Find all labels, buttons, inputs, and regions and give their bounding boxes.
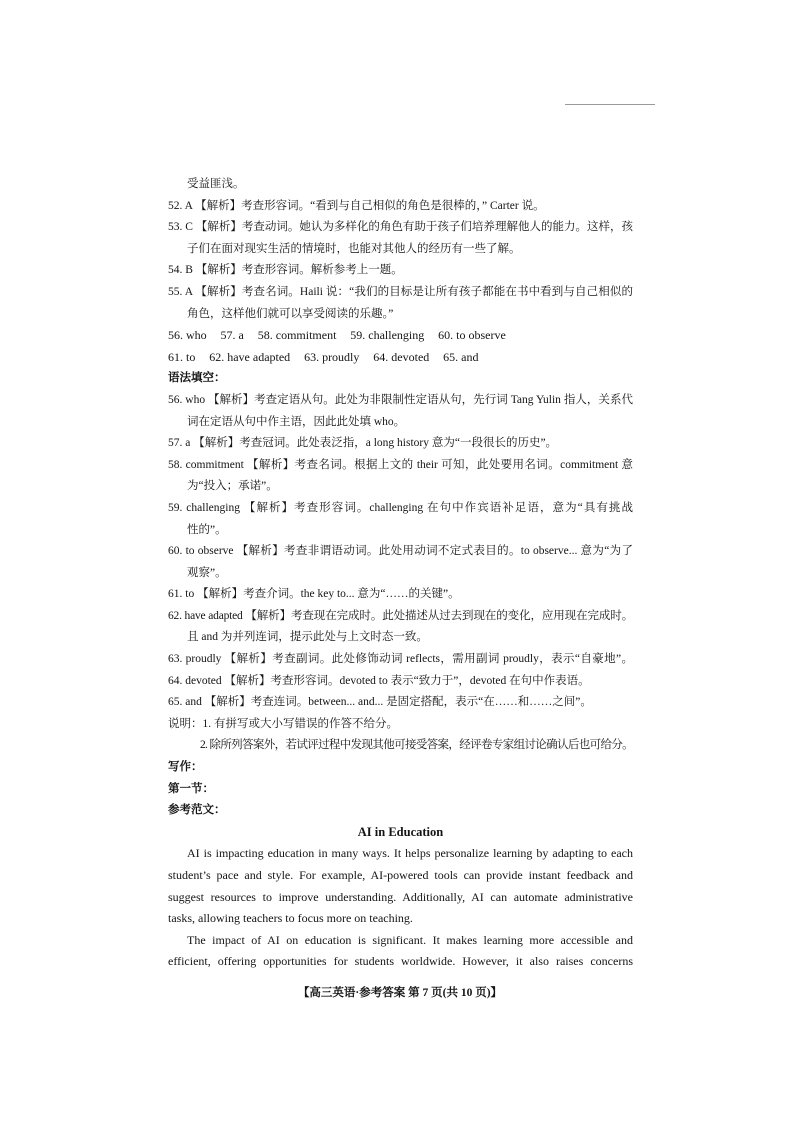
q59-explanation-line-1: 59. challenging 【解析】考查形容词。challenging 在句中作宾语补足语，意为“具有挑战 <box>168 501 633 514</box>
writing-section-label: 第一节： <box>168 782 214 795</box>
answer-61: 61. to <box>168 349 196 364</box>
answer-57: 57. a <box>220 328 244 343</box>
answer-64: 64. devoted <box>373 349 430 364</box>
essay-paragraph-2-line-1: The impact of AI on education is significant. It makes learning more accessible and <box>187 932 633 947</box>
writing-heading: 写作： <box>168 761 203 774</box>
q60-explanation-line-2: 观察”。 <box>187 566 227 579</box>
grammar-heading: 语法填空： <box>168 372 226 385</box>
answer-65: 65. and <box>443 349 479 364</box>
answer-key-row-1 <box>168 325 633 347</box>
essay-paragraph-2-line-2: efficient, offering opportunities for students worldwide. However, it also raises concerns <box>168 954 633 969</box>
q63-explanation: 63. proudly 【解析】考查副词。此处修饰动词 reflects，需用副词 proudly，表示“自豪地”。 <box>168 653 633 666</box>
q62-explanation-line-2: 且 and 为并列连词，提示此处与上文时态一致。 <box>187 631 428 644</box>
q55-explanation-line-2: 角色，这样他们就可以享受阅读的乐趣。” <box>187 307 394 320</box>
q55-explanation-line-1: 55. A 【解析】考查名词。Haili 说：“我们的目标是让所有孩子都能在书中看到与自己相似的 <box>168 285 633 298</box>
q54-explanation: 54. B 【解析】考查形容词。解析参考上一题。 <box>168 264 403 277</box>
q52-explanation: 52. A 【解析】考查形容词。“看到与自己相似的角色是很棒的，” Carter 说。 <box>168 199 545 212</box>
q53-explanation-line-2: 子们在面对现实生活的情境时，也能对其他人的经历有一些了解。 <box>187 242 521 255</box>
answer-56: 56. who <box>168 328 207 343</box>
notes-label: 说明： <box>168 717 203 730</box>
essay-title: AI in Education <box>357 824 444 839</box>
q64-explanation: 64. devoted 【解析】考查形容词。devoted to 表示“致力于”，devoted 在句中作表语。 <box>168 674 590 687</box>
q65-explanation: 65. and 【解析】考查连词。between... and... 是固定搭配，表示“在……和……之间”。 <box>168 696 592 709</box>
q58-explanation-line-1: 58. commitment 【解析】考查名词。根据上文的 their 可知，此处要用名词。commitment 意 <box>168 458 633 471</box>
q62-explanation-line-1: 62. have adapted 【解析】考查现在完成时。此处描述从过去到现在的变化，应用现在完成时。 <box>168 609 633 622</box>
essay-paragraph-1-line-1: AI is impacting education in many ways. It helps personalize learning by adapting to each <box>187 846 633 861</box>
notes-line-1 <box>168 714 633 736</box>
q59-explanation-line-2: 性的”。 <box>187 523 227 536</box>
q53-explanation-line-1: 53. C 【解析】考查动词。她认为多样化的角色有助于孩子们培养理解他人的能力。这样，孩 <box>168 221 633 234</box>
answer-62: 62. have adapted <box>209 349 291 364</box>
note-1: 1. 有拼写或大小写错误的作答不给分。 <box>202 717 398 730</box>
q60-explanation-line-1: 60. to observe 【解析】考查非谓语动词。此处用动词不定式表目的。to observe... 意为“为了 <box>168 545 633 558</box>
page-content <box>168 174 633 973</box>
note-2: 2. 除所列答案外，若试评过程中发现其他可接受答案，经评卷专家组讨论确认后也可给分。 <box>200 739 633 752</box>
answer-63: 63. proudly <box>304 349 360 364</box>
q57-explanation: 57. a 【解析】考查冠词。此处表泛指，a long history 意为“一段很长的历史”。 <box>168 437 558 450</box>
answer-58: 58. commitment <box>257 328 337 343</box>
q51-explanation-continuation: 受益匪浅。 <box>187 178 245 190</box>
essay-paragraph-1-line-2: student’s pace and style. For example, AI-powered tools can provide instant feedback and <box>168 868 633 882</box>
essay-paragraph-1-line-4: tasks, allowing teachers to focus more on teaching. <box>168 911 413 926</box>
header-rule <box>565 104 655 105</box>
q56-explanation-line-1: 56. who 【解析】考查定语从句。此处为非限制性定语从句，先行词 Tang Yulin 指人，关系代 <box>168 393 633 406</box>
page-footer: 【高三英语·参考答案 第 7 页(共 10 页)】 <box>297 987 503 999</box>
q56-explanation-line-2: 词在定语从句中作主语，因此此处填 who。 <box>187 415 406 428</box>
answer-60: 60. to observe <box>438 328 506 343</box>
q61-explanation: 61. to 【解析】考查介词。the key to... 意为“……的关键”。 <box>168 588 460 601</box>
answer-59: 59. challenging <box>350 328 425 343</box>
answer-key-row-2 <box>168 347 633 369</box>
essay-paragraph-1-line-3: suggest resources to improve understanding. Additionally, AI can automate administrative <box>168 889 633 904</box>
sample-essay-label: 参考范文： <box>168 804 226 817</box>
q58-explanation-line-2: 为“投入；承诺”。 <box>187 480 278 493</box>
